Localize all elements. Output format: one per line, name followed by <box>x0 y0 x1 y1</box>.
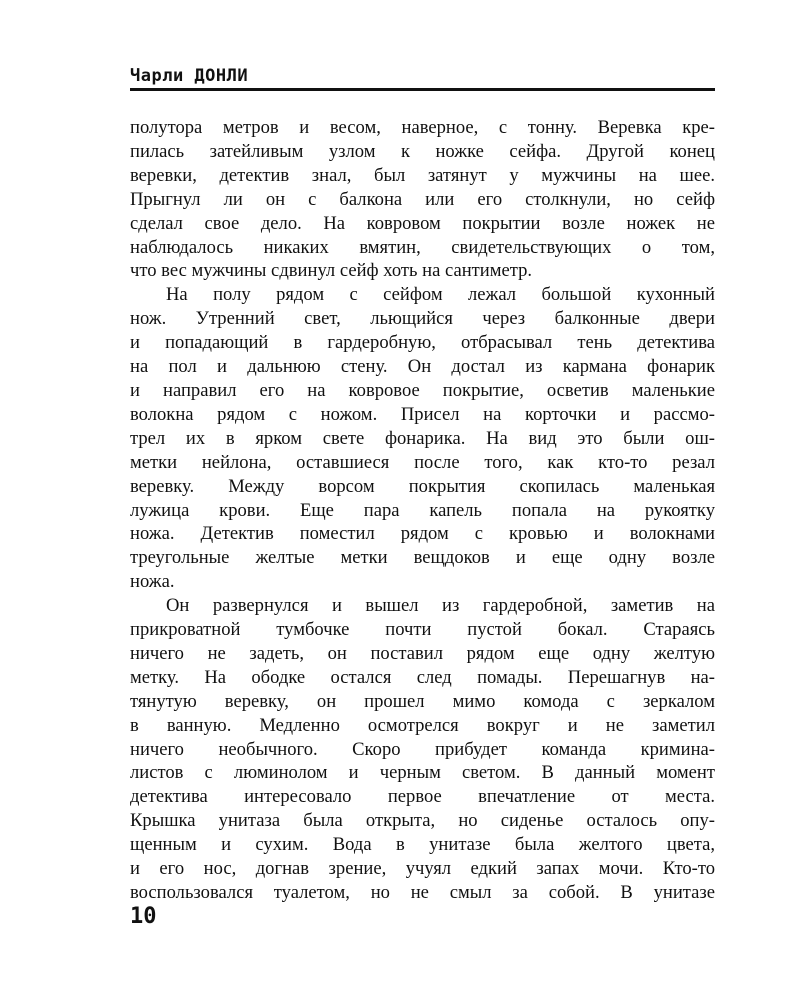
text-line: Крышка унитаза была открыта, но сиденье осталось опу- <box>130 810 715 832</box>
text-line: треугольные желтые метки вещдоков и еще одну возле <box>130 547 715 569</box>
text-line: детектива интересовало первое впечатление от места. <box>130 786 715 808</box>
text-line: На полу рядом с сейфом лежал большой кухонный <box>166 284 715 306</box>
text-line: лужица крови. Еще пара капель попала на рукоятку <box>130 499 715 521</box>
text-line: ничего не задеть, он поставил рядом еще одну желтую <box>130 642 715 664</box>
text-line: трел их в ярком свете фонарика. На вид это были ош- <box>130 427 715 449</box>
text-line: и его нос, догнав зрение, учуял едкий запах мочи. Кто-то <box>130 858 715 880</box>
text-line: в ванную. Медленно осмотрелся вокруг и не заметил <box>130 714 715 736</box>
text-line: на пол и дальнюю стену. Он достал из кармана фонарик <box>130 356 715 378</box>
text-line: метки нейлона, оставшиеся после того, как кто-то резал <box>130 451 715 473</box>
text-line: нож. Утренний свет, льющийся через балконные двери <box>130 308 715 330</box>
text-line: ножа. <box>130 571 175 593</box>
text-line: Он развернулся и вышел из гардеробной, заметив на <box>166 595 715 617</box>
text-line: волокна рядом с ножом. Присел на корточки и рассмо- <box>130 403 715 425</box>
text-line: пилась затейливым узлом к ножке сейфа. Другой конец <box>130 140 715 162</box>
text-line: сделал свое дело. На ковровом покрытии возле ножек не <box>130 212 715 234</box>
body-text <box>130 116 715 905</box>
text-line: щенным и сухим. Вода в унитазе была желтого цвета, <box>130 834 715 856</box>
text-line: ножа. Детектив поместил рядом с кровью и волокнами <box>130 523 715 545</box>
text-line: наблюдалось никаких вмятин, свидетельствующих о том, <box>130 236 715 258</box>
text-line: листов с люминолом и черным светом. В данный момент <box>130 762 715 784</box>
running-head <box>130 64 715 92</box>
page-number: 10 <box>130 904 157 929</box>
text-line: что вес мужчины сдвинул сейф хоть на сантиметр. <box>130 260 533 282</box>
text-line: Прыгнул ли он с балкона или его столкнули, но сейф <box>130 188 715 210</box>
text-line: полутора метров и весом, наверное, с тонну. Веревка кре- <box>130 117 715 138</box>
text-line: веревку. Между ворсом покрытия скопилась маленькая <box>130 475 715 497</box>
text-line: воспользовался туалетом, но не смыл за собой. В унитазе <box>130 882 715 903</box>
header-rule <box>130 88 715 91</box>
text-line: и попадающий в гардеробную, отбрасывал тень детектива <box>130 332 715 354</box>
text-line: и направил его на ковровое покрытие, осветив маленькие <box>130 379 715 401</box>
text-line: метку. На ободке остался след помады. Перешагнув на- <box>130 666 715 688</box>
running-head-author: Чарли ДОНЛИ <box>130 66 249 86</box>
text-line: тянутую веревку, он прошел мимо комода с зеркалом <box>130 690 715 712</box>
text-line: веревки, детектив знал, был затянут у мужчины на шее. <box>130 164 715 186</box>
text-line: ничего необычного. Скоро прибудет команда кримина- <box>130 738 715 760</box>
text-line: прикроватной тумбочке почти пустой бокал. Стараясь <box>130 619 715 641</box>
